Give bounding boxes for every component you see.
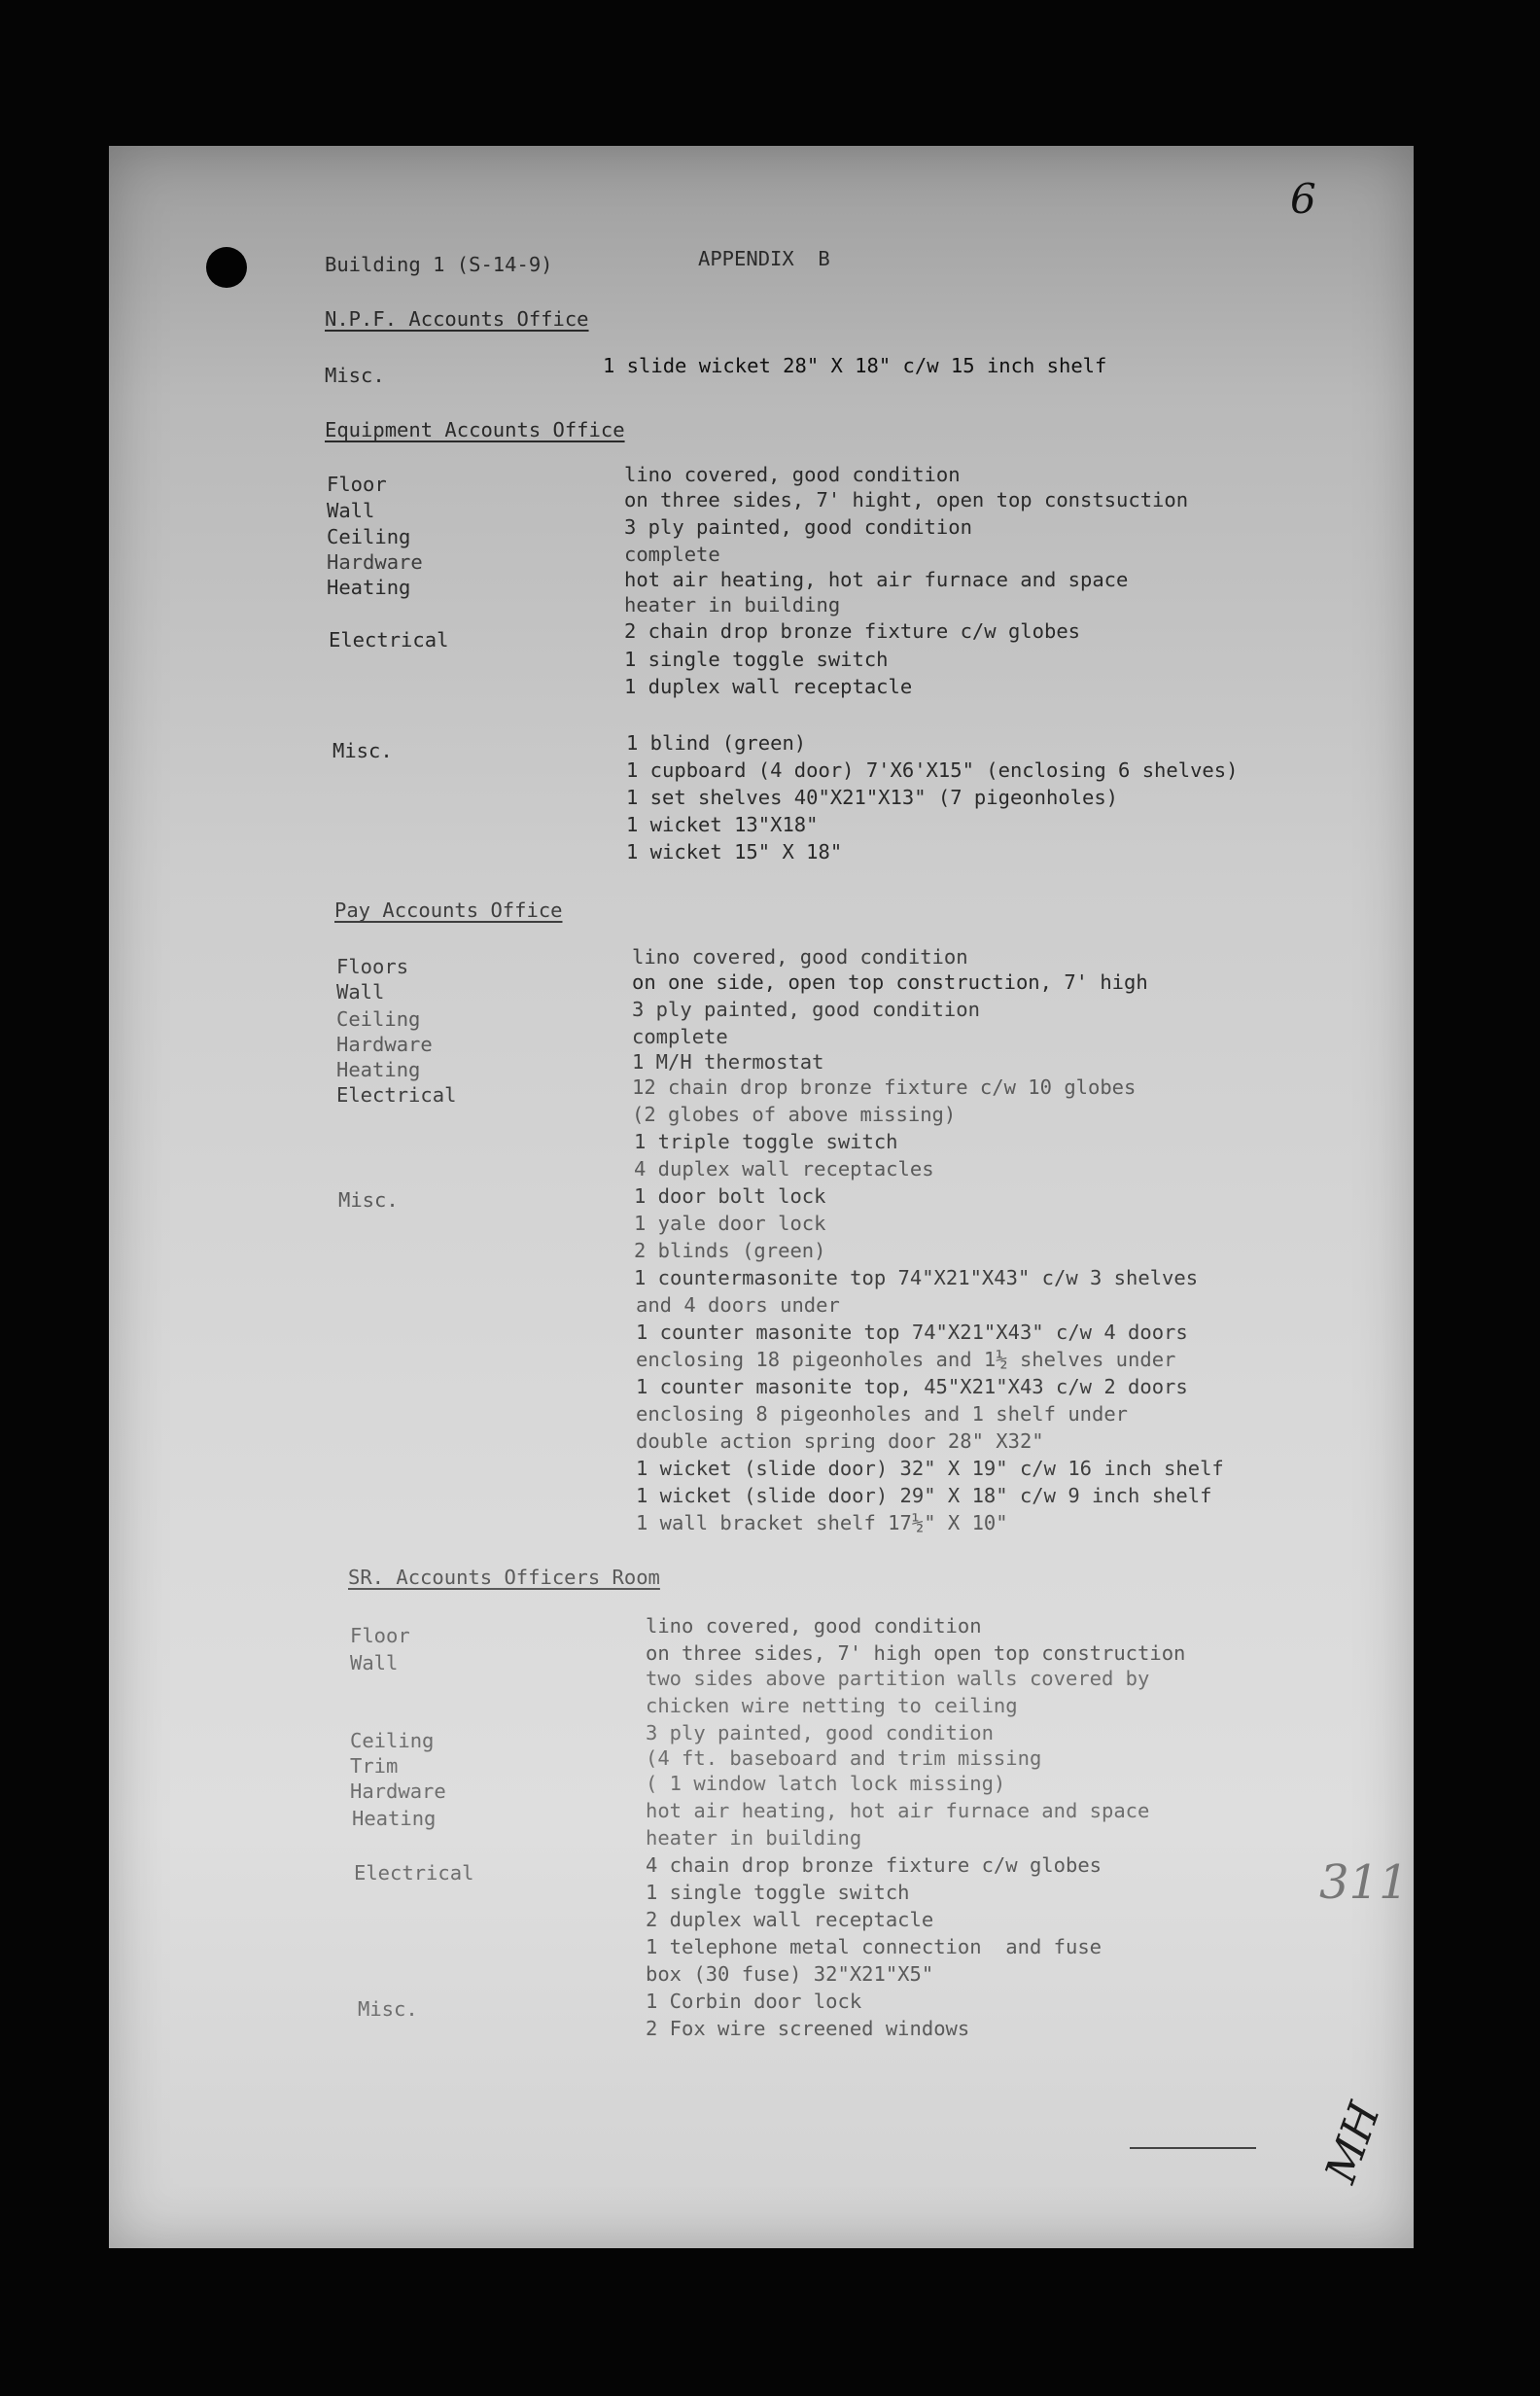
- equipment-line: 1 single toggle switch: [624, 648, 889, 671]
- sr-line: 2 Fox wire screened windows: [646, 2017, 970, 2040]
- sr-line: 1 telephone metal connection and fuse: [646, 1935, 1102, 1958]
- sr-label-floor: Floor: [350, 1624, 410, 1647]
- pay-line: 1 yale door lock: [634, 1212, 826, 1235]
- equipment-line: 1 cupboard (4 door) 7'X6'X15" (enclosing 6 shelves): [626, 758, 1239, 782]
- equipment-line: 3 ply painted, good condition: [624, 515, 972, 539]
- sr-line: lino covered, good condition: [646, 1614, 982, 1638]
- pay-label-heating: Heating: [336, 1058, 421, 1081]
- pay-line: and 4 doors under: [636, 1293, 840, 1317]
- equipment-line: lino covered, good condition: [624, 463, 961, 486]
- pay-line: on one side, open top construction, 7' high: [632, 970, 1148, 994]
- sr-label-ceiling: Ceiling: [350, 1729, 435, 1752]
- equipment-line: hot air heating, hot air furnace and space: [624, 568, 1129, 591]
- npf-misc-value: 1 slide wicket 28" X 18" c/w 15 inch shelf: [603, 354, 1107, 377]
- pay-line: 1 wicket (slide door) 32" X 19" c/w 16 inch shelf: [636, 1457, 1224, 1480]
- pay-line: enclosing 8 pigeonholes and 1 shelf under: [636, 1402, 1129, 1426]
- pay-line: 2 blinds (green): [634, 1239, 826, 1262]
- sr-label-heating: Heating: [352, 1807, 437, 1830]
- pay-label-floors: Floors: [336, 955, 409, 978]
- document-page: [109, 146, 1414, 2248]
- sr-line: on three sides, 7' high open top construction: [646, 1641, 1186, 1665]
- sr-line: 2 duplex wall receptacle: [646, 1908, 934, 1931]
- sr-label-misc: Misc.: [358, 1997, 418, 2021]
- sr-line: 1 single toggle switch: [646, 1881, 910, 1904]
- section-title-pay: Pay Accounts Office: [334, 898, 563, 922]
- equipment-line: complete: [624, 543, 720, 566]
- pay-line: 1 wicket (slide door) 29" X 18" c/w 9 inch shelf: [636, 1484, 1212, 1507]
- pay-line: 1 triple toggle switch: [634, 1130, 898, 1153]
- sr-label-trim: Trim: [350, 1754, 399, 1778]
- pay-line: 3 ply painted, good condition: [632, 998, 980, 1021]
- sr-line: 3 ply painted, good condition: [646, 1721, 994, 1744]
- pay-line: (2 globes of above missing): [632, 1103, 957, 1126]
- pay-line: double action spring door 28" X32": [636, 1429, 1044, 1453]
- sr-line: two sides above partition walls covered by: [646, 1667, 1150, 1690]
- equipment-label-misc: Misc.: [332, 739, 393, 762]
- sr-line: heater in building: [646, 1826, 862, 1850]
- pay-line: lino covered, good condition: [632, 945, 968, 969]
- pay-line: 1 countermasonite top 74"X21"X43" c/w 3 shelves: [634, 1266, 1199, 1289]
- pay-line: complete: [632, 1025, 728, 1048]
- equipment-line: 1 duplex wall receptacle: [624, 675, 913, 698]
- sr-line: chicken wire netting to ceiling: [646, 1694, 1018, 1717]
- sr-label-wall: Wall: [350, 1651, 399, 1674]
- pay-line: 4 duplex wall receptacles: [634, 1157, 934, 1180]
- page-number: 6: [1290, 175, 1316, 223]
- pay-line: enclosing 18 pigeonholes and 1½ shelves under: [636, 1348, 1176, 1371]
- pay-label-misc: Misc.: [338, 1188, 399, 1212]
- sr-line: 4 chain drop bronze fixture c/w globes: [646, 1853, 1102, 1877]
- initials-mark: MH: [1315, 2096, 1390, 2190]
- pay-label-electrical: Electrical: [336, 1083, 457, 1107]
- pay-line: 1 wall bracket shelf 17½" X 10": [636, 1511, 1008, 1534]
- pay-label-hardware: Hardware: [336, 1033, 433, 1056]
- equipment-label-wall: Wall: [327, 499, 375, 522]
- building-id: Building 1 (S-14-9): [325, 253, 553, 276]
- sr-line: box (30 fuse) 32"X21"X5": [646, 1962, 934, 1986]
- equipment-label-heating: Heating: [327, 576, 411, 599]
- pay-label-ceiling: Ceiling: [336, 1007, 421, 1031]
- pay-line: 1 counter masonite top 74"X21"X43" c/w 4 doors: [636, 1321, 1188, 1344]
- pay-line: 1 door bolt lock: [634, 1184, 826, 1208]
- npf-misc-label: Misc.: [325, 364, 385, 387]
- equipment-line: 2 chain drop bronze fixture c/w globes: [624, 619, 1080, 643]
- section-title-sr: SR. Accounts Officers Room: [348, 1566, 660, 1589]
- equipment-label-ceiling: Ceiling: [327, 525, 411, 548]
- sr-line: 1 Corbin door lock: [646, 1990, 862, 2013]
- equipment-line: 1 wicket 15" X 18": [626, 840, 843, 863]
- pay-line: 1 M/H thermostat: [632, 1050, 824, 1074]
- sr-label-hardware: Hardware: [350, 1779, 446, 1803]
- equipment-line: heater in building: [624, 593, 841, 617]
- equipment-line: 1 wicket 13"X18": [626, 813, 819, 836]
- sr-line: ( 1 window latch lock missing): [646, 1772, 1006, 1795]
- sr-label-electrical: Electrical: [354, 1861, 474, 1885]
- equipment-line: on three sides, 7' hight, open top constsuction: [624, 488, 1189, 511]
- punch-hole: [206, 247, 247, 288]
- section-title-npf: N.P.F. Accounts Office: [325, 307, 589, 331]
- pay-line: 1 counter masonite top, 45"X21"X43 c/w 2 doors: [636, 1375, 1188, 1398]
- equipment-label-hardware: Hardware: [327, 550, 423, 574]
- pay-label-wall: Wall: [336, 980, 385, 1004]
- equipment-label-electrical: Electrical: [329, 628, 449, 652]
- section-title-equipment: Equipment Accounts Office: [325, 418, 625, 441]
- pay-line: 12 chain drop bronze fixture c/w 10 globes: [632, 1075, 1137, 1099]
- sr-line: hot air heating, hot air furnace and space: [646, 1799, 1150, 1822]
- sr-line: (4 ft. baseboard and trim missing: [646, 1746, 1042, 1770]
- appendix-title: APPENDIX B: [698, 247, 830, 270]
- equipment-label-floor: Floor: [327, 473, 387, 496]
- equipment-line: 1 blind (green): [626, 731, 807, 755]
- signature-line: [1130, 2147, 1256, 2149]
- margin-note: 311: [1319, 1855, 1409, 1910]
- equipment-line: 1 set shelves 40"X21"X13" (7 pigeonholes): [626, 786, 1119, 809]
